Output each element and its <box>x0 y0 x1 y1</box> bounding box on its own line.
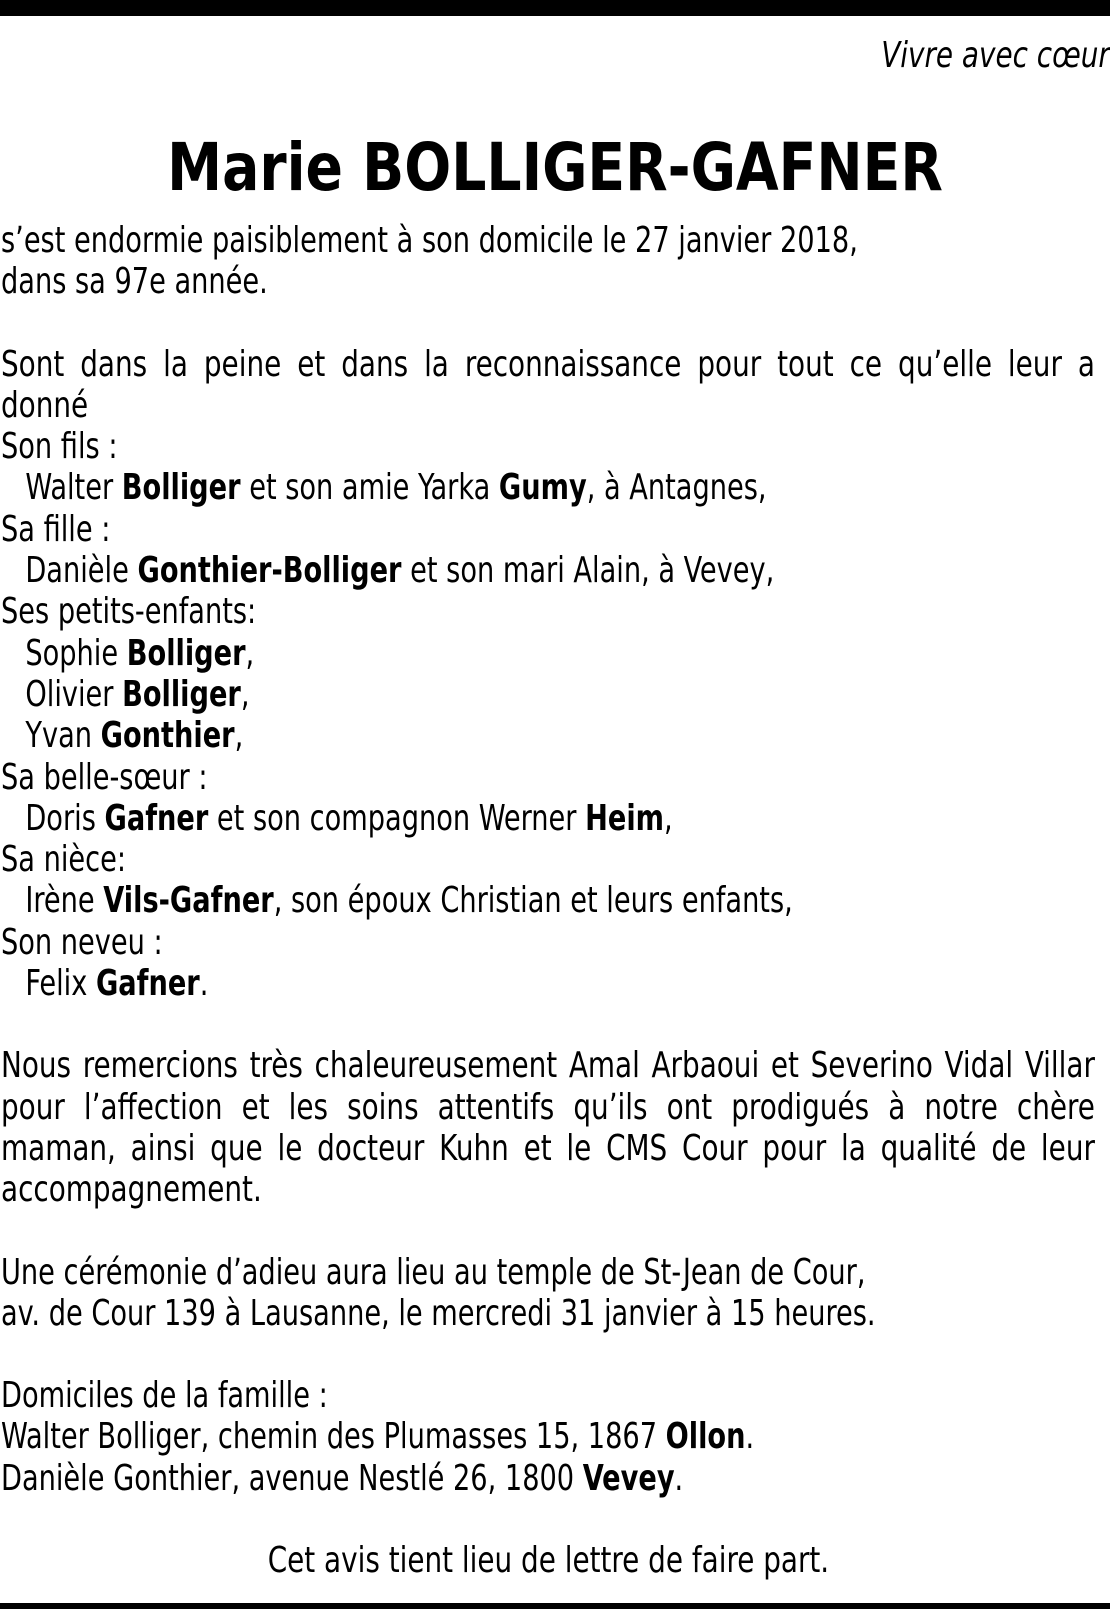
thanks-paragraph: Nous remercions très chaleureusement Amal Arbaoui et Severino Vidal Villar pour l’affection et les soins attentifs qu’ils ont prodigués à notre chère maman, ainsi que le docteur Kuhn et le CMS Cour pour la qualité de leur accompagnement. <box>1 1045 1095 1211</box>
sister-in-law-entry: Doris Gafner et son compagnon Werner Heim, <box>25 797 673 839</box>
sister-in-law-label: Sa belle-sœur : <box>1 756 208 798</box>
announcement-line-1: s’est endormie paisiblement à son domicile le 27 janvier 2018, <box>1 220 858 261</box>
domiciles-label: Domiciles de la famille : <box>1 1375 328 1417</box>
motto: Vivre avec cœur <box>881 35 1110 76</box>
nephew-label: Son neveu : <box>1 921 163 963</box>
son-partner-surname: Gumy <box>498 467 587 509</box>
domiciles <box>1 1375 754 1499</box>
deceased-name: Marie BOLLIGER-GAFNER <box>167 129 943 206</box>
daughter-surname: Gonthier-Bolliger <box>137 550 402 592</box>
ceremony-line-2: av. de Cour 139 à Lausanne, le mercredi 31 janvier à 15 heures. <box>1 1292 876 1334</box>
nephew-entry: Felix Gafner. <box>25 963 209 1005</box>
family-list <box>1 426 793 1004</box>
grandchild-entry: Sophie Bolliger, <box>25 632 255 674</box>
domicile-city: Vevey <box>582 1457 675 1499</box>
announcement <box>1 220 858 303</box>
niece-entry: Irène Vils-Gafner, son époux Christian et leurs enfants, <box>25 880 793 922</box>
daughter-entry: Danièle Gonthier-Bolliger et son mari Alain, à Vevey, <box>25 550 775 592</box>
grandchildren-label: Ses petits-enfants: <box>1 591 257 633</box>
announcement-line-2: dans sa 97e année. <box>1 261 268 303</box>
top-rule <box>0 0 1110 16</box>
son-entry: Walter Bolliger et son amie Yarka Gumy, à Antagnes, <box>25 467 767 509</box>
ceremony-line-1: Une cérémonie d’adieu aura lieu au temple de St-Jean de Cour, <box>1 1251 866 1293</box>
notice-body <box>1 220 1096 1581</box>
bottom-rule <box>0 1603 1110 1609</box>
grandchild-entry: Yvan Gonthier, <box>25 715 244 757</box>
daughter-label: Sa fille : <box>1 508 111 550</box>
closing-note: Cet avis tient lieu de lettre de faire part. <box>267 1540 830 1582</box>
son-label: Son fils : <box>1 426 118 468</box>
niece-label: Sa nièce: <box>1 839 127 881</box>
ceremony <box>1 1252 876 1335</box>
domicile-entry: Walter Bolliger, chemin des Plumasses 15, 1867 Ollon. <box>1 1416 755 1458</box>
son-surname: Bolliger <box>121 467 241 509</box>
domicile-entry: Danièle Gonthier, avenue Nestlé 26, 1800 Vevey. <box>1 1457 684 1499</box>
intro-text: Sont dans la peine et dans la reconnaissance pour tout ce qu’elle leur a donné <box>1 343 1095 426</box>
grandchild-entry: Olivier Bolliger, <box>25 673 250 715</box>
domicile-city: Ollon <box>665 1416 746 1458</box>
